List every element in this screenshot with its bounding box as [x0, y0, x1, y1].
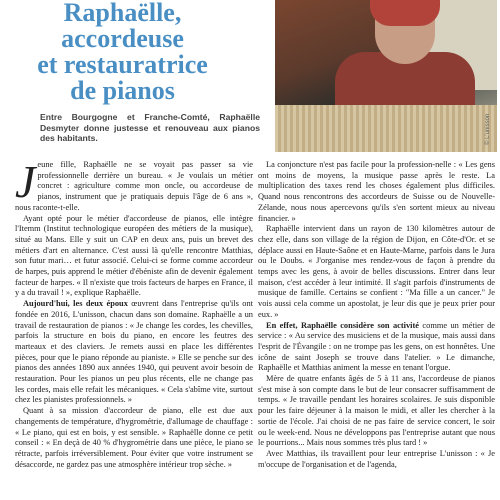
article-lead: Entre Bourgogne et Franche-Comté, Raphaëlle Desmyter donne justesse et renouveau aux pianos des habitants.: [40, 112, 260, 143]
paragraph: Jeune fille, Raphaëlle ne se voyait pas passer sa vie professionnelle derrière un bureau. « Je voulais un métier concret : agriculture comme mon oncle, ou accordeuse de pianos, instrument que je pratiquais depuis l'âge de 6 ans », nous raconte-t-elle.: [15, 156, 253, 212]
column-left: [15, 156, 253, 470]
paragraph: En effet, Raphaëlle considère son activité comme un métier de service : « Au service des musiciens et de la musique, mais aussi dans l'esprit de l'Évangile : on ne trompe pas les gens, on est honnêtes. Une icône de saint Joseph se trouve dans l'atelier. » Le dimanche, Raphaëlle et Matthias animent la messe en tenant l'orgue.: [258, 320, 496, 373]
paragraph: Quant à sa mission d'accordeur de piano, elle est due aux changements de température, d'hygrométrie, d'allumage de chauffage : « Le piano, qui est en bois, y est sensible. » Raphaëlle donne ce petit conseil : « En deçà de 40 % d'hygrométrie dans une pièce, le piano se rétracte, parfois irréversiblement. Pour éviter que votre instrument se désaccorde, ne gardez pas une atmosphère intérieur trop sèche. »: [15, 406, 253, 469]
column-right: [258, 160, 495, 470]
photo-credit: © L'unisson: [485, 113, 491, 145]
paragraph: Mère de quatre enfants âgés de 5 à 11 ans, l'accordeuse de pianos s'est mise à son compte dans le but de leur consacrer suffisamment de temps. « Je travaille pendant les horaires scolaires. Je suis disponible pour les faire déjeuner à la maison le midi, et aller les chercher à la sortie de l'école. J'ai choisi de ne pas faire de service concert, le soir ou le week-end. Nous ne développons pas l'entreprise autant que nous le pourrions... Mais nous sommes très plus tard ! »: [258, 374, 495, 448]
piano-interior: [275, 105, 497, 152]
drop-cap: J: [15, 156, 36, 207]
paragraph: Avec Matthias, ils travaillent pour leur entreprise L'unisson : « Je m'occupe de l'organisation et de l'agenda,: [258, 448, 495, 469]
paragraph: Ayant opté pour le métier d'accordeuse de pianos, elle intègre l'Itemm (Institut technologique européen des métiers de la musique), situé au Mans. Elle y suit un CAP en deux ans, puis un brevet des métiers d'art en alternance. C'est aussi là qu'elle rencontre Matthias, son futur mari… et futur associé. Celui-ci se forme comme accordeur de harpes, puis apprend le métier d'ébéniste afin de devenir également facteur de harpes. « Il n'existe que trois facteurs de harpes en France, il y a du travail ! », explique Raphaëlle.: [15, 213, 253, 298]
paragraph: Aujourd'hui, les deux époux œuvrent dans l'entreprise qu'ils ont fondée en 2016, L'unisson, chacun dans son domaine. Raphaëlle a un travail de restauration de pianos : « Je change les cordes, les chevilles, parfois la structure en bois du piano, en encore les feutres des marteaux et des claviers. Je remets aussi en place les différentes pièces, pour que le piano réponde au pianiste. » Elle se penche sur des pianos des années 1890 aux années 1940, qui peuvent avoir besoin de restauration. Pour les pianos un peu plus récents, elle ne change pas les cordes, mais elle refait les mécaniques. « Cela s'abîme vite, surtout chez les pianistes professionnels. »: [15, 299, 253, 405]
article-title: [0, 0, 245, 104]
title-line-1: Raphaëlle,: [63, 0, 182, 27]
title-line-2: accordeuse: [61, 24, 184, 53]
title-line-4: de pianos: [70, 76, 175, 105]
paragraph: La conjoncture n'est pas facile pour la profession-nelle : « Les gens ont moins de moyens, la musique passe après le reste. La multiplication des taxes rend les choses également plus difficiles. Quand nous rencontrons des accordeurs de Suisse ou de Nouvelle-Zélande, nous nous apercevons qu'ils s'en sortent mieux au niveau financier. »: [258, 160, 495, 223]
title-line-3: et restauratrice: [37, 50, 208, 79]
paragraph: Raphaëlle intervient dans un rayon de 130 kilomètres autour de chez elle, dans son village de la région de Dijon, en Côte-d'Or. et se déplace aussi en Haute-Saône et en Haute-Marne, parfois dans le Jura ou le Doubs. « J'organise mes rendez-vous de façon à prendre du temps avec les gens, à avoir de belles discussions. Entrer dans leur maison, c'est accéder à leur intimité. Il s'agit parfois d'instruments de musique de famille. Certains se confient : "Ma fille a un cancer." Je vois aussi cela comme un apostolat, je leur dis que je peux prier pour eux. »: [258, 224, 495, 319]
article-photo: [275, 0, 497, 152]
